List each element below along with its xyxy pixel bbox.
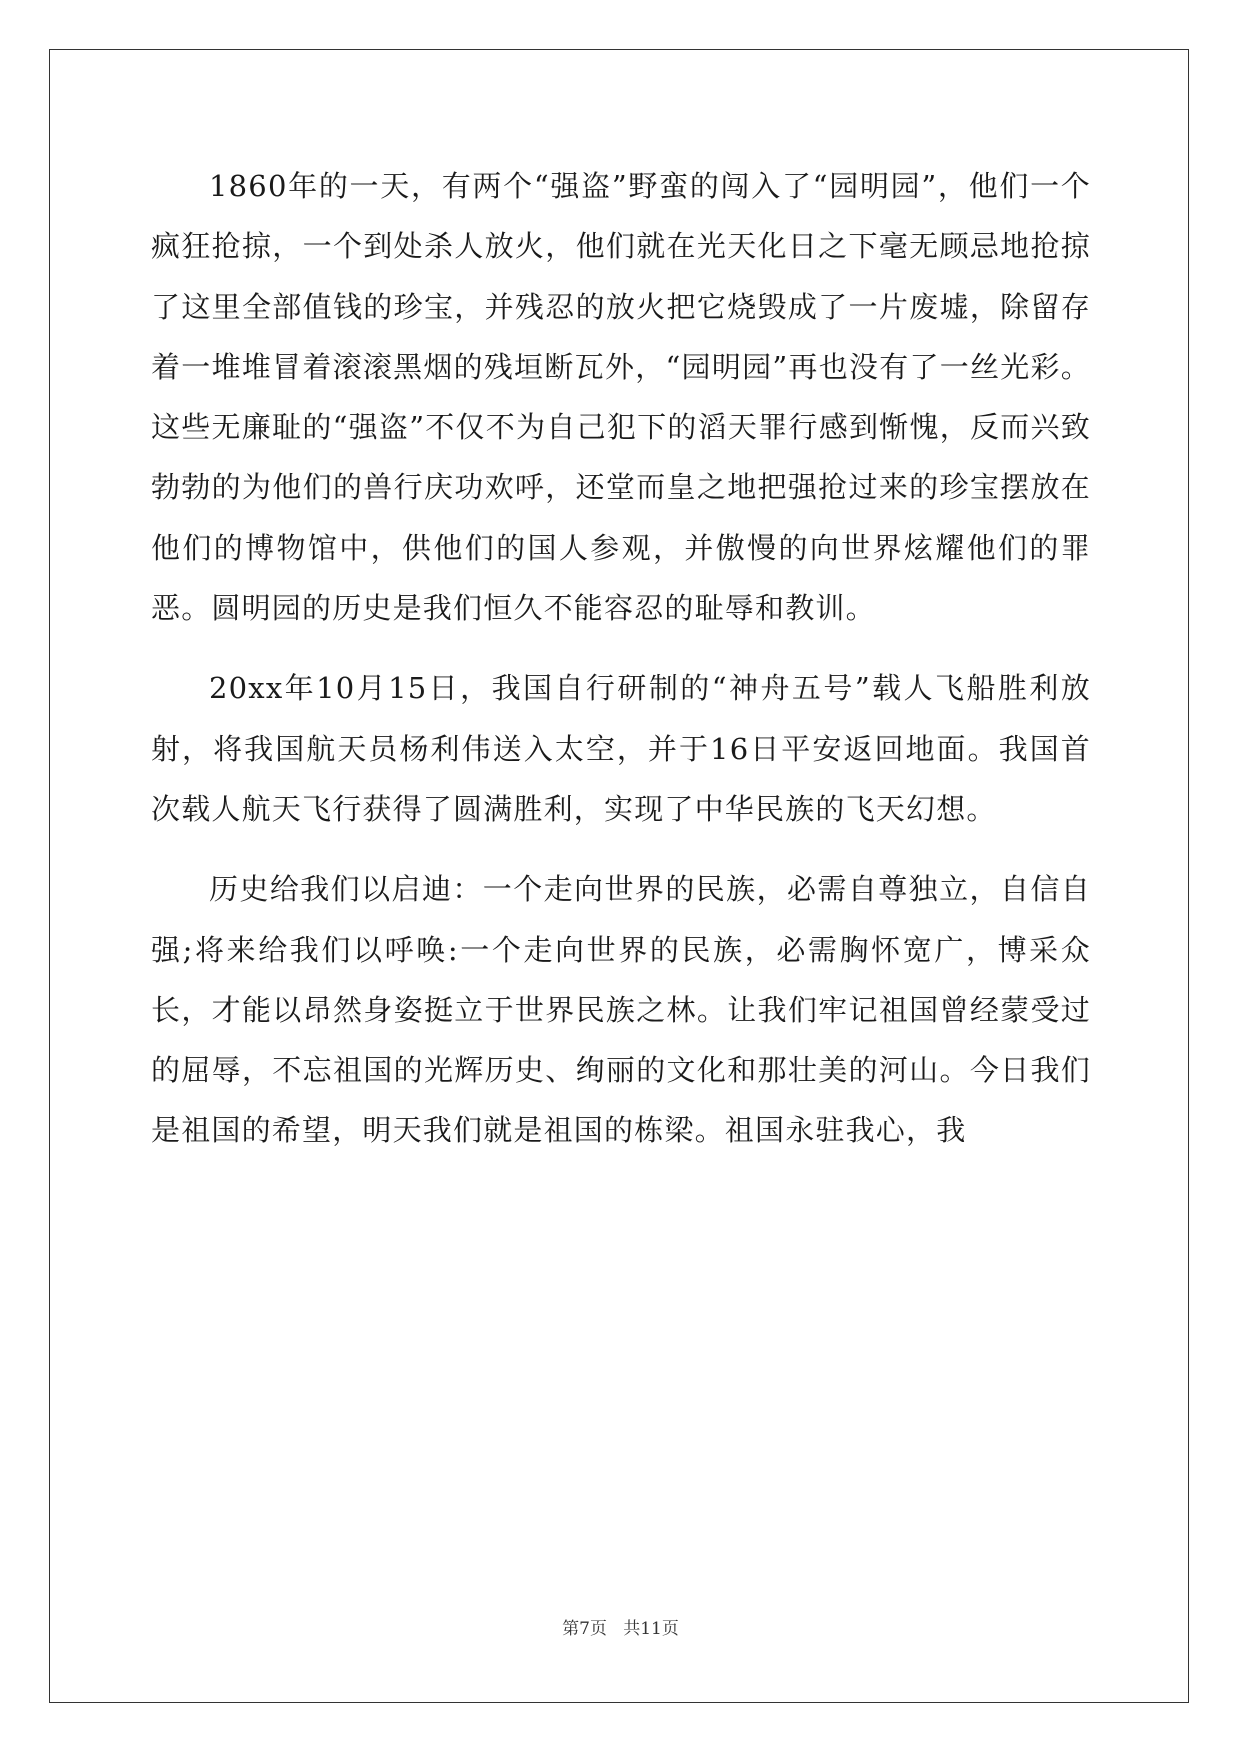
page-total: 共11页 (623, 1619, 679, 1639)
page-number: 第7页 (562, 1619, 607, 1639)
paragraph: 历史给我们以启迪：一个走向世界的民族，必需自尊独立，自信自强;将来给我们以呼唤:一个走向世界的民族，必需胸怀宽广，博采众长，才能以昂然身姿挺立于世界民族之林。让我们牢记祖国曾经蒙受过的屈辱，不忘祖国的光辉历史、绚丽的文化和那壮美的河山。今日我们是祖国的希望，明天我们就是祖国的栋梁。祖国永驻我心，我 (151, 872, 1091, 1148)
document-body (151, 156, 1091, 1181)
page-footer (0, 1614, 1241, 1639)
paragraph: 20xx年10月15日，我国自行研制的“神舟五号”载人飞船胜利放射，将我国航天员杨利伟送入太空，并于16日平安返回地面。我国首次载人航天飞行获得了圆满胜利，实现了中华民族的飞天幻想。 (151, 671, 1091, 826)
paragraph: 1860年的一天，有两个“强盗”野蛮的闯入了“园明园”，他们一个疯狂抢掠，一个到处杀人放火，他们就在光天化日之下毫无顾忌地抢掠了这里全部值钱的珍宝，并残忍的放火把它烧毁成了一片废墟，除留存着一堆堆冒着滚滚黑烟的残垣断瓦外，“园明园”再也没有了一丝光彩。这些无廉耻的“强盗”不仅不为自己犯下的滔天罪行感到惭愧，反而兴致勃勃的为他们的兽行庆功欢呼，还堂而皇之地把强抢过来的珍宝摆放在他们的博物馆中，供他们的国人参观，并傲慢的向世界炫耀他们的罪恶。圆明园的历史是我们恒久不能容忍的耻辱和教训。 (151, 169, 1091, 626)
